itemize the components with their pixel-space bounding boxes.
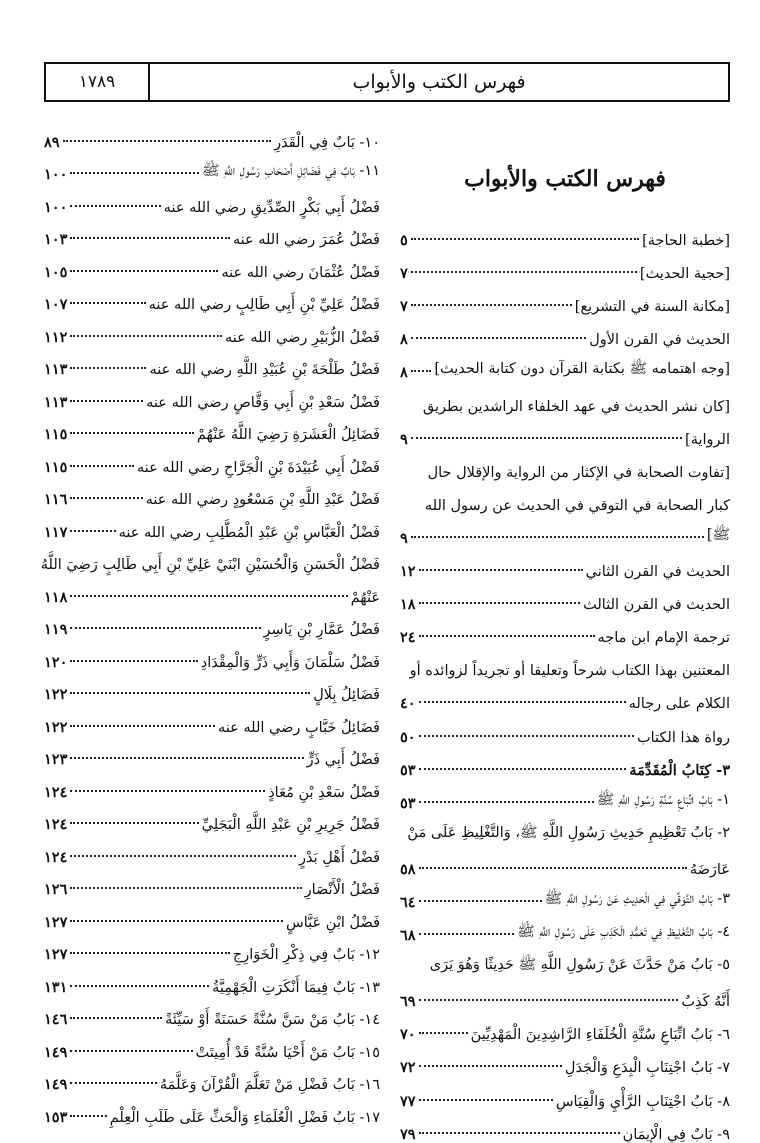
leader-dots — [419, 1132, 620, 1134]
toc-entry-label: ٧- بَابُ اجْتِنَابِ الْبِدَعِ وَالْجَدَلِ — [564, 1060, 730, 1077]
toc-entry-label: [مكانة السنة في التشريع] — [574, 299, 730, 316]
toc-entry-label: فَضْلُ جَرِيرِ بْنِ عَبْدِ اللَّهِ الْبَجَلِيِّ — [201, 817, 380, 833]
leader-dots — [70, 627, 260, 629]
toc-entry-page-number: ١٢٣ — [44, 751, 68, 768]
toc-entry — [44, 281, 380, 314]
toc-entry — [400, 282, 730, 315]
leader-dots — [70, 172, 199, 174]
leader-dots — [70, 270, 218, 272]
leader-dots — [70, 1017, 162, 1019]
leader-dots — [70, 985, 209, 987]
toc-entry — [400, 1043, 730, 1076]
toc-entry — [400, 448, 730, 481]
toc-entry — [400, 746, 730, 779]
toc-entry-label: فَضْلُ عَلِيِّ بْنِ أَبِي طَالِبٍ رضي الله عنه — [148, 297, 380, 313]
toc-entry — [44, 671, 380, 704]
toc-entry-page-number: ١١٣ — [44, 393, 68, 411]
toc-entry-label: ٥- بَابُ مَنْ حَدَّثَ عَنْ رَسُولِ اللَّهِ ﷺ حَدِيثًا وَهُوَ يَرَى — [429, 957, 730, 974]
toc-entry-label: فَضْلُ عَبْدِ اللَّهِ بْنِ مَسْعُودٍ رضي الله عنه — [145, 492, 380, 508]
toc-entry — [400, 580, 730, 613]
toc-entry — [44, 476, 380, 509]
toc-entry-label: الحديث في القرن الثالث — [583, 597, 730, 614]
toc-entry-page-number: ١٢٤ — [44, 848, 68, 866]
toc-entry-label: فَضْلُ عُمَرَ رضي الله عنه — [232, 232, 380, 248]
toc-entry — [400, 481, 730, 514]
toc-entry — [44, 183, 380, 216]
toc-entry-label: عَارَضَهُ — [689, 861, 730, 878]
toc-list-right — [400, 216, 730, 1143]
toc-entry-label: فَضْلُ الْعَبَّاسِ بْنِ عَبْدِ الْمُطَّلِبِ رضي الله عنه — [118, 524, 380, 541]
leader-dots — [70, 530, 115, 532]
toc-entry — [40, 541, 380, 574]
toc-entry-label: ٢- بَابُ تَعْظِيمِ حَدِيثِ رَسُولِ اللَّهِ ﷺ، وَالتَّغْلِيظِ عَلَى مَنْ — [407, 824, 730, 841]
toc-entry-label: [خطبة الحاجة] — [642, 233, 730, 250]
toc-entry — [44, 963, 380, 996]
toc-entry-label: ٣- كِتَابُ الْمُقَدِّمَة — [629, 761, 730, 779]
toc-entry — [44, 638, 380, 671]
toc-entry-page-number: ٥٨ — [400, 860, 416, 878]
toc-entry-label: رواة هذا الكتاب — [636, 729, 730, 746]
toc-entry-page-number: ٧٠ — [400, 1026, 416, 1044]
leader-dots — [70, 790, 265, 792]
toc-entry-page-number: ٨ — [400, 364, 408, 382]
toc-entry-page-number: ١٢٤ — [44, 783, 68, 801]
toc-entry — [44, 378, 380, 411]
toc-entry — [400, 845, 730, 878]
toc-entry-page-number: ٨٩ — [44, 133, 60, 151]
toc-entry-label: فَضْلُ طَلْحَةَ بْنِ عُبَيْدِ اللَّهِ رضي الله عنه — [149, 362, 380, 378]
toc-entry-label: فَضْلُ أَبِي ذَرٍّ — [306, 752, 380, 768]
toc-entry — [400, 712, 730, 745]
page-number: ١٧٨٩ — [46, 64, 150, 100]
toc-entry — [400, 944, 730, 977]
leader-dots — [419, 900, 542, 902]
toc-entry — [400, 348, 730, 381]
toc-entry — [44, 151, 380, 184]
toc-entry — [44, 313, 380, 346]
toc-entry-label: ١٥- بَابُ مَنْ أَحْيَا سُنَّةً قَدْ أُمِيتَتْ — [195, 1044, 380, 1061]
leader-dots — [70, 367, 146, 369]
leader-dots — [419, 801, 594, 803]
leader-dots — [419, 569, 583, 571]
running-header — [44, 62, 730, 102]
toc-entry-page-number: ١٢ — [400, 563, 416, 581]
toc-entry-page-number: ١١٧ — [44, 523, 68, 541]
toc-entry — [44, 508, 380, 541]
leader-dots — [419, 1099, 553, 1101]
toc-entry-label: فَضْلُ عُثْمَانَ رضي الله عنه — [221, 264, 380, 281]
leader-dots — [70, 465, 134, 467]
toc-entry — [400, 679, 730, 712]
toc-entry-page-number: ١١٩ — [44, 621, 68, 638]
toc-entry-label: ١٣- بَابٌ فِيمَا أَنْكَرَتِ الْجَهْمِيَّةُ — [212, 979, 380, 996]
leader-dots — [419, 1032, 468, 1034]
toc-entry-label: فَضْلُ أَبِي عُبَيْدَةَ بْنِ الْجَرَّاحِ رضي الله عنه — [136, 459, 380, 476]
leader-dots — [70, 595, 347, 597]
toc-entry-label: فَضْلُ الْأَنْصَارِ — [304, 882, 380, 898]
toc-entry-page-number: ١٢٢ — [44, 686, 68, 703]
toc-entry-label: فَضْلُ سَلْمَانَ وَأَبِي ذَرٍّ وَالْمِقْدَادِ — [200, 654, 380, 671]
leader-dots — [70, 920, 283, 922]
toc-entry-label: عَنْهُمْ — [350, 589, 380, 606]
toc-entry-label: ١١- بَابٌ فِي فَضَائِلِ أَصْحَابِ رَسُولِ اللَّهِ ﷺ — [202, 163, 380, 179]
leader-dots — [411, 337, 586, 339]
toc-entry-label: ١- بَابُ اتِّبَاعِ سُنَّةِ رَسُولِ اللَّهِ ﷺ — [596, 791, 730, 808]
leader-dots — [419, 933, 515, 935]
leader-dots — [70, 302, 145, 304]
toc-entry-label: فَضْلُ ابْنِ عَبَّاسٍ — [286, 914, 380, 931]
toc-entry-page-number: ٧٩ — [400, 1125, 416, 1143]
toc-entry — [400, 249, 730, 282]
toc-entry — [400, 1110, 730, 1143]
toc-entry — [44, 768, 380, 801]
leader-dots — [411, 536, 704, 538]
toc-entry-page-number: ١٢٦ — [44, 881, 68, 898]
toc-entry — [400, 1076, 730, 1109]
toc-entry-page-number: ٩ — [400, 529, 408, 547]
toc-entry-page-number: ٢٤ — [400, 629, 416, 647]
leader-dots — [63, 140, 272, 142]
leader-dots — [70, 855, 296, 857]
toc-entry-label: ٩- بَابٌ فِي الْإِيمَانِ — [622, 1126, 730, 1143]
toc-entry — [400, 613, 730, 646]
toc-entry — [44, 898, 380, 931]
toc-entry-page-number: ٦٤ — [400, 893, 416, 911]
toc-entry-label: الكلام على رجاله — [628, 696, 730, 713]
leader-dots — [411, 370, 432, 372]
toc-entry-label: الرواية] — [685, 431, 730, 448]
toc-entry-label: ٤- بَابُ التَّغْلِيظِ فِي تَعَمُّدِ الْكَذِبِ عَلَى رَسُولِ اللَّهِ ﷺ — [517, 924, 730, 941]
toc-entry-label: [كان نشر الحديث في عهد الخلفاء الراشدين بطريق — [422, 398, 730, 415]
leader-dots — [70, 1050, 192, 1052]
toc-entry — [44, 606, 380, 639]
leader-dots — [70, 952, 230, 954]
toc-entry-label: المعتنين بهذا الكتاب شرحاً وتعليقا أو تجريداً لزوائده أو — [409, 663, 730, 680]
toc-entry — [400, 977, 730, 1010]
toc-entry-page-number: ١٢٢ — [44, 718, 68, 736]
leader-dots — [70, 660, 197, 662]
toc-entry-page-number: ١١٨ — [44, 588, 68, 606]
leader-dots — [70, 497, 142, 499]
toc-entry-label: ٦- بَابُ اتِّبَاعِ سُنَّةِ الْخُلَفَاءِ الرَّاشِدِينَ الْمَهْدِيِّينَ — [470, 1027, 730, 1044]
leader-dots — [70, 432, 193, 434]
toc-entry-page-number: ١٠٧ — [44, 296, 68, 313]
toc-entry — [400, 415, 730, 448]
toc-entry — [400, 381, 730, 414]
leader-dots — [70, 335, 222, 337]
leader-dots — [419, 867, 687, 869]
toc-entry — [400, 878, 730, 911]
toc-entry — [44, 573, 380, 606]
toc-entry — [44, 1028, 380, 1061]
toc-entry-page-number: ١٤٦ — [44, 1011, 68, 1028]
toc-entry-page-number: ٧٧ — [400, 1092, 416, 1110]
toc-entry — [44, 866, 380, 899]
toc-entry-label: فَضْلُ سَعْدِ بْنِ مُعَاذٍ — [268, 784, 380, 801]
toc-entry-label: ١٧- بَابُ فَضْلِ الْعُلَمَاءِ وَالْحَثِّ عَلَى طَلَبِ الْعِلْمِ — [109, 1109, 380, 1126]
toc-entry-page-number: ٦٩ — [400, 993, 416, 1011]
toc-entry-page-number: ٧ — [400, 298, 408, 316]
toc-entry-page-number: ١٠٠ — [44, 166, 68, 183]
toc-entry-label: ٨- بَابُ اجْتِنَابِ الرَّأْيِ وَالْقِيَاسِ — [555, 1093, 730, 1110]
toc-entry-label: [حجية الحديث] — [639, 266, 730, 283]
toc-entry — [400, 911, 730, 944]
toc-entry-page-number: ٨ — [400, 331, 408, 349]
leader-dots — [411, 271, 637, 273]
toc-entry-label: الحديث في القرن الأول — [589, 332, 730, 349]
toc-entry — [400, 779, 730, 812]
toc-entry-label: فَضَائِلُ بِلَالٍ — [313, 687, 380, 703]
toc-entry-page-number: ١٢٧ — [44, 946, 68, 963]
toc-entry-page-number: ٩ — [400, 430, 408, 448]
toc-entry-page-number: ١٠٥ — [44, 263, 68, 281]
toc-entry — [44, 801, 380, 834]
toc-entry-page-number: ١٠٣ — [44, 231, 68, 248]
leader-dots — [419, 768, 627, 770]
leader-dots — [70, 725, 215, 727]
leader-dots — [70, 237, 229, 239]
toc-entry-page-number: ٥ — [400, 232, 408, 250]
running-header-title: فهرس الكتب والأبواب — [352, 71, 526, 93]
toc-entry-page-number: ١٢٧ — [44, 913, 68, 931]
toc-list-left — [40, 118, 380, 1126]
toc-entry-page-number: ١١٥ — [44, 458, 68, 476]
toc-entry-page-number: ١١٦ — [44, 491, 68, 508]
toc-entry-page-number: ١٢٤ — [44, 816, 68, 833]
toc-entry-label: ١٠- بَابٌ فِي الْقَدَرِ — [274, 134, 380, 151]
toc-entry-label: فَضَائِلُ خَبَّابٍ رضي الله عنه — [217, 719, 380, 736]
toc-entry-page-number: ١٨ — [400, 596, 416, 614]
toc-right-column — [400, 112, 730, 1143]
toc-entry-page-number: ٤٠ — [400, 695, 416, 713]
toc-entry-page-number: ١٣١ — [44, 978, 68, 996]
leader-dots — [419, 1065, 562, 1067]
toc-entry-page-number: ٦٨ — [400, 927, 416, 945]
toc-entry — [44, 833, 380, 866]
leader-dots — [411, 304, 572, 306]
toc-entry-label: ١٦- بَابُ فَضْلِ مَنْ تَعَلَّمَ الْقُرْآنَ وَعَلَّمَهُ — [159, 1077, 380, 1093]
toc-entry — [400, 514, 730, 547]
toc-entry-label: ٣- بَابُ التَّوَقِّي فِي الْحَدِيثِ عَنْ رَسُولِ اللَّهِ ﷺ — [544, 890, 730, 907]
toc-entry-label: [تفاوت الصحابة في الإكثار من الرواية والإقلال حال — [427, 464, 730, 481]
toc-left-column — [40, 118, 380, 1126]
toc-entry — [44, 1093, 380, 1126]
toc-entry-page-number: ١١٣ — [44, 361, 68, 378]
toc-entry — [44, 736, 380, 769]
toc-entry-page-number: ٥٣ — [400, 794, 416, 812]
leader-dots — [70, 757, 303, 759]
toc-entry-page-number: ٥٣ — [400, 761, 416, 779]
toc-entry-label: فَضْلُ الزُّبَيْرِ رضي الله عنه — [224, 329, 380, 346]
toc-entry — [44, 703, 380, 736]
toc-entry — [44, 216, 380, 249]
leader-dots — [70, 692, 310, 694]
toc-entry — [400, 646, 730, 679]
toc-entry-label: [وجه اهتمامه ﷺ بكتابة القرآن دون كتابة الحديث] — [434, 361, 730, 378]
leader-dots — [70, 400, 143, 402]
leader-dots — [411, 238, 639, 240]
toc-entry-page-number: ١٥٣ — [44, 1108, 68, 1126]
toc-entry — [44, 931, 380, 964]
leader-dots — [419, 999, 679, 1001]
toc-entry-label: أَنَّهُ كَذِبٌ — [681, 994, 730, 1011]
toc-entry-label: ١٤- بَابُ مَنْ سَنَّ سُنَّةً حَسَنَةً أَوْ سَيِّئَةً — [165, 1012, 380, 1028]
toc-entry-label: فَضْلُ أَهْلِ بَدْرٍ — [298, 849, 380, 866]
toc-entry-label: فَضْلُ الْحَسَنِ وَالْحُسَيْنِ ابْنَيْ عَلِيِّ بْنِ أَبِي طَالِبٍ رَضِيَ اللَّهُ — [40, 557, 380, 573]
leader-dots — [411, 437, 682, 439]
toc-entry — [44, 346, 380, 379]
toc-entry-page-number: ١٢٠ — [44, 653, 68, 671]
toc-entry-label: الحديث في القرن الثاني — [585, 564, 730, 581]
leader-dots — [70, 887, 301, 889]
toc-entry-page-number: ٥٠ — [400, 728, 416, 746]
toc-entry — [44, 248, 380, 281]
toc-title: فهرس الكتب والأبواب — [464, 166, 666, 192]
toc-entry-page-number: ١١٥ — [44, 426, 68, 443]
toc-entry — [400, 216, 730, 249]
toc-entry-page-number: ٧٢ — [400, 1059, 416, 1077]
toc-entry-page-number: ٧ — [400, 265, 408, 283]
toc-entry-page-number: ١٤٩ — [44, 1076, 68, 1093]
toc-entry — [400, 315, 730, 348]
leader-dots — [419, 602, 581, 604]
toc-entry-label: فَضْلُ عَمَّارِ بْنِ يَاسِرٍ — [263, 622, 380, 638]
leader-dots — [419, 735, 634, 737]
toc-entry-page-number: ١٠٠ — [44, 198, 68, 216]
toc-entry — [44, 996, 380, 1029]
leader-dots — [419, 701, 626, 703]
toc-entry-label: فَضْلُ أَبِي بَكْرٍ الصِّدِّيقِ رضي الله عنه — [163, 199, 380, 216]
leader-dots — [419, 635, 595, 637]
leader-dots — [70, 822, 198, 824]
toc-entry-label: فَضَائِلُ الْعَشَرَةِ رَضِيَ اللَّهُ عَنْهُمْ — [196, 427, 380, 443]
leader-dots — [70, 1115, 106, 1117]
leader-dots — [70, 1082, 157, 1084]
toc-entry — [400, 547, 730, 580]
toc-entry-page-number: ١١٢ — [44, 328, 68, 346]
toc-entry — [44, 1061, 380, 1094]
toc-entry-label: ﷺ] — [706, 526, 730, 543]
toc-entry — [44, 411, 380, 444]
toc-entry-label: ١٢- بَابٌ فِي ذِكْرِ الْخَوَارِجِ — [232, 947, 380, 963]
toc-entry — [400, 812, 730, 845]
toc-entry — [44, 443, 380, 476]
toc-entry-label: فَضْلُ سَعْدِ بْنِ أَبِي وَقَّاصٍ رضي الله عنه — [146, 394, 380, 411]
toc-entry-page-number: ١٤٩ — [44, 1043, 68, 1061]
toc-entry-label: ترجمة الإمام ابن ماجه — [597, 630, 730, 647]
toc-entry-label: كبار الصحابة في التوقي في الحديث عن رسول الله — [424, 497, 730, 514]
toc-entry — [44, 118, 380, 151]
leader-dots — [70, 205, 160, 207]
toc-entry — [400, 1010, 730, 1043]
